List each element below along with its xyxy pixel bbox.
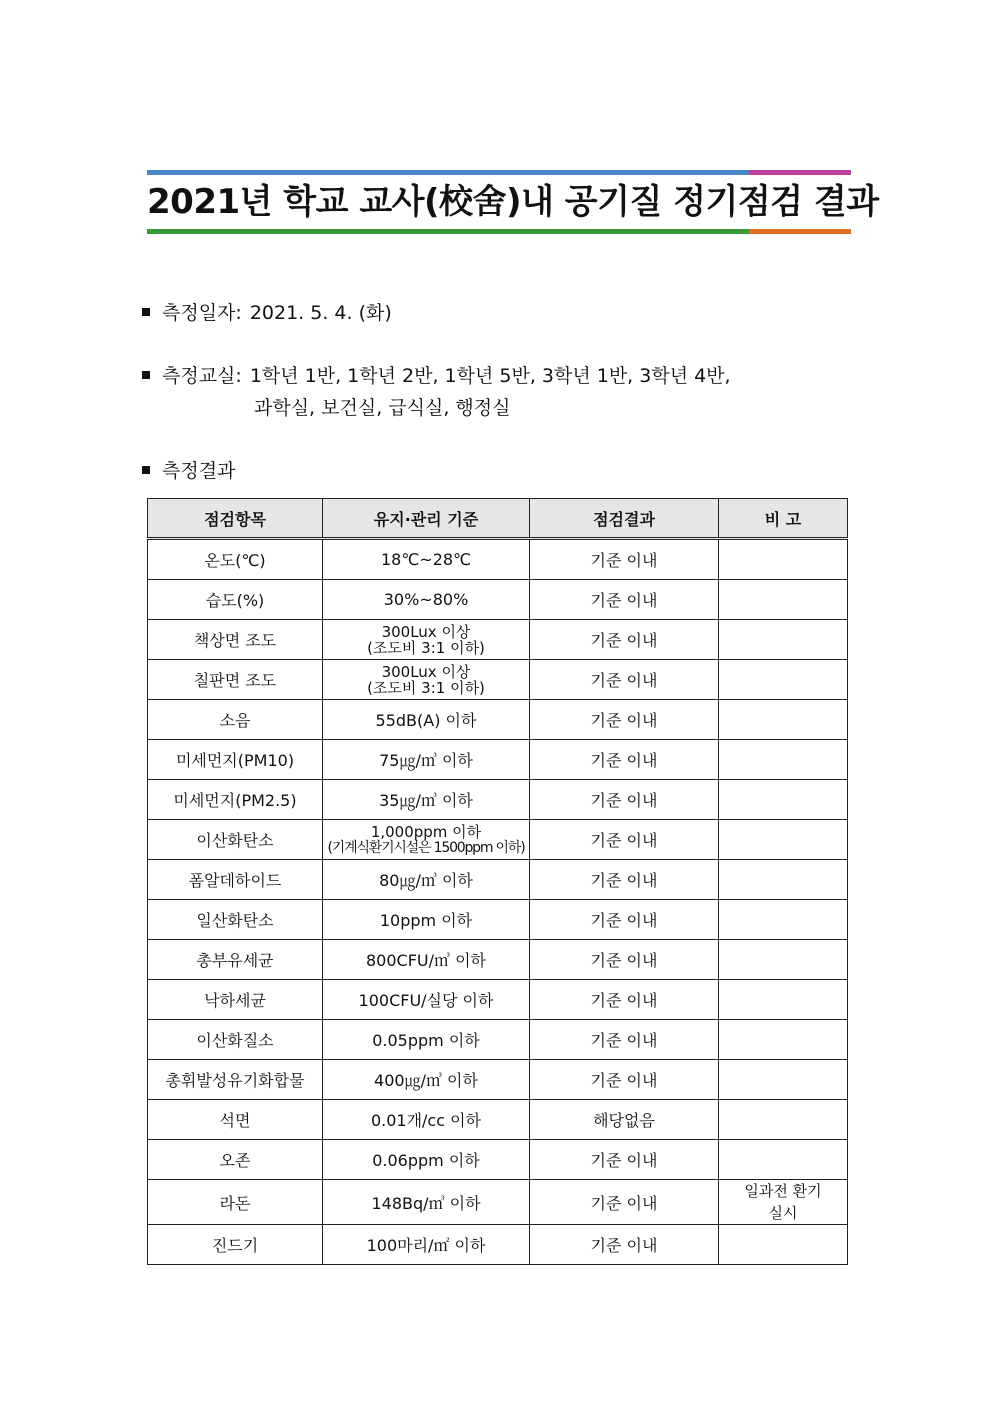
table-row (148, 1060, 848, 1100)
results-heading (142, 456, 235, 483)
cell-item: 총휘발성유기화합물 (148, 1060, 323, 1100)
standard-line2: (조도비 3:1 이하) (367, 638, 485, 657)
cell-note (719, 539, 848, 580)
cell-note (719, 1180, 848, 1225)
table-row (148, 700, 848, 740)
cell-item: 낙하세균 (148, 980, 323, 1020)
classrooms-line2: 과학실, 보건실, 급식실, 행정실 (254, 397, 511, 419)
cell-standard: 35㎍/㎥ 이하 (323, 780, 530, 820)
cell-note (719, 900, 848, 940)
table-row (148, 820, 848, 860)
cell-item: 총부유세균 (148, 940, 323, 980)
cell-item: 미세먼지(PM10) (148, 740, 323, 780)
cell-item: 온도(℃) (148, 539, 323, 580)
cell-standard: 400㎍/㎥ 이하 (323, 1060, 530, 1100)
cell-note (719, 660, 848, 700)
classrooms-line (142, 361, 731, 388)
square-bullet-icon (142, 371, 150, 379)
classrooms-label: 측정교실: (162, 365, 242, 387)
cell-note (719, 980, 848, 1020)
table-row (148, 780, 848, 820)
cell-item: 책상면 조도 (148, 620, 323, 660)
note-line2: 실시 (768, 1204, 798, 1222)
cell-note (719, 1140, 848, 1180)
title-bottom-bar (147, 229, 851, 234)
title-block (147, 170, 879, 234)
cell-standard: 100CFU/실당 이하 (323, 980, 530, 1020)
cell-result: 기준 이내 (530, 1140, 719, 1180)
measure-date-line (142, 298, 392, 325)
cell-result: 기준 이내 (530, 700, 719, 740)
table-row (148, 940, 848, 980)
standard-line2: (조도비 3:1 이하) (367, 678, 485, 697)
table-row (148, 1020, 848, 1060)
cell-standard (323, 620, 530, 660)
standard-line1: 1,000ppm 이하 (370, 822, 482, 841)
cell-result: 기준 이내 (530, 780, 719, 820)
cell-result: 기준 이내 (530, 1020, 719, 1060)
cell-note (719, 620, 848, 660)
cell-result: 기준 이내 (530, 820, 719, 860)
square-bullet-icon (142, 308, 150, 316)
cell-note (719, 820, 848, 860)
cell-result: 기준 이내 (530, 1225, 719, 1265)
cell-standard: 100마리/㎡ 이하 (323, 1225, 530, 1265)
table-row (148, 740, 848, 780)
header-note: 비 고 (719, 499, 848, 539)
cell-standard: 30%~80% (323, 580, 530, 620)
table-row (148, 1140, 848, 1180)
cell-standard: 0.06ppm 이하 (323, 1140, 530, 1180)
table-row (148, 660, 848, 700)
cell-standard: 10ppm 이하 (323, 900, 530, 940)
title-top-bar (147, 170, 851, 175)
cell-item: 석면 (148, 1100, 323, 1140)
table-row (148, 860, 848, 900)
cell-result: 기준 이내 (530, 1180, 719, 1225)
cell-result: 기준 이내 (530, 980, 719, 1020)
cell-standard: 80㎍/㎥ 이하 (323, 860, 530, 900)
square-bullet-icon (142, 466, 150, 474)
cell-result: 기준 이내 (530, 539, 719, 580)
cell-result: 기준 이내 (530, 940, 719, 980)
table-row (148, 539, 848, 580)
cell-standard: 0.01개/cc 이하 (323, 1100, 530, 1140)
cell-item: 습도(%) (148, 580, 323, 620)
cell-note (719, 780, 848, 820)
cell-item: 진드기 (148, 1225, 323, 1265)
cell-note (719, 1060, 848, 1100)
cell-note (719, 580, 848, 620)
table-row (148, 1100, 848, 1140)
cell-item: 폼알데하이드 (148, 860, 323, 900)
cell-item: 일산화탄소 (148, 900, 323, 940)
cell-standard: 0.05ppm 이하 (323, 1020, 530, 1060)
cell-item: 이산화질소 (148, 1020, 323, 1060)
table-row (148, 1180, 848, 1225)
cell-note (719, 1100, 848, 1140)
cell-result: 기준 이내 (530, 860, 719, 900)
cell-note (719, 940, 848, 980)
cell-item: 칠판면 조도 (148, 660, 323, 700)
header-standard: 유지·관리 기준 (323, 499, 530, 539)
cell-result: 기준 이내 (530, 740, 719, 780)
cell-standard: 18℃~28℃ (323, 539, 530, 580)
cell-standard: 800CFU/㎥ 이하 (323, 940, 530, 980)
note-line1: 일과전 환기 (744, 1182, 822, 1200)
table-row (148, 980, 848, 1020)
cell-note (719, 860, 848, 900)
classrooms-line1: 1학년 1반, 1학년 2반, 1학년 5반, 3학년 1반, 3학년 4반, (249, 365, 731, 387)
cell-note (719, 740, 848, 780)
cell-item: 이산화탄소 (148, 820, 323, 860)
standard-line2: (기계식환기시설은 1500ppm 이하) (327, 839, 525, 856)
cell-result: 기준 이내 (530, 580, 719, 620)
cell-result: 기준 이내 (530, 620, 719, 660)
cell-standard: 55dB(A) 이하 (323, 700, 530, 740)
cell-item: 미세먼지(PM2.5) (148, 780, 323, 820)
header-item: 점검항목 (148, 499, 323, 539)
cell-standard: 75㎍/㎥ 이하 (323, 740, 530, 780)
cell-standard (323, 820, 530, 860)
cell-result: 기준 이내 (530, 900, 719, 940)
measure-date-value: 2021. 5. 4. (화) (249, 302, 392, 324)
standard-line1: 300Lux 이상 (381, 662, 471, 681)
table-header-row (148, 499, 848, 539)
measure-date-label: 측정일자: (162, 302, 242, 324)
header-result: 점검결과 (530, 499, 719, 539)
cell-note (719, 1225, 848, 1265)
results-table (147, 498, 848, 1265)
standard-line1: 300Lux 이상 (381, 622, 471, 641)
cell-note (719, 1020, 848, 1060)
table-row (148, 620, 848, 660)
table-row (148, 900, 848, 940)
table-row (148, 580, 848, 620)
cell-item: 오존 (148, 1140, 323, 1180)
table-row (148, 1225, 848, 1265)
cell-standard (323, 660, 530, 700)
cell-standard: 148Bq/㎥ 이하 (323, 1180, 530, 1225)
results-label: 측정결과 (162, 460, 236, 482)
document-title: 2021년 학교 교사(校舍)내 공기질 정기점검 결과 (147, 182, 879, 222)
cell-note (719, 700, 848, 740)
cell-result: 기준 이내 (530, 660, 719, 700)
cell-result: 기준 이내 (530, 1060, 719, 1100)
cell-item: 소음 (148, 700, 323, 740)
cell-result: 해당없음 (530, 1100, 719, 1140)
cell-item: 라돈 (148, 1180, 323, 1225)
